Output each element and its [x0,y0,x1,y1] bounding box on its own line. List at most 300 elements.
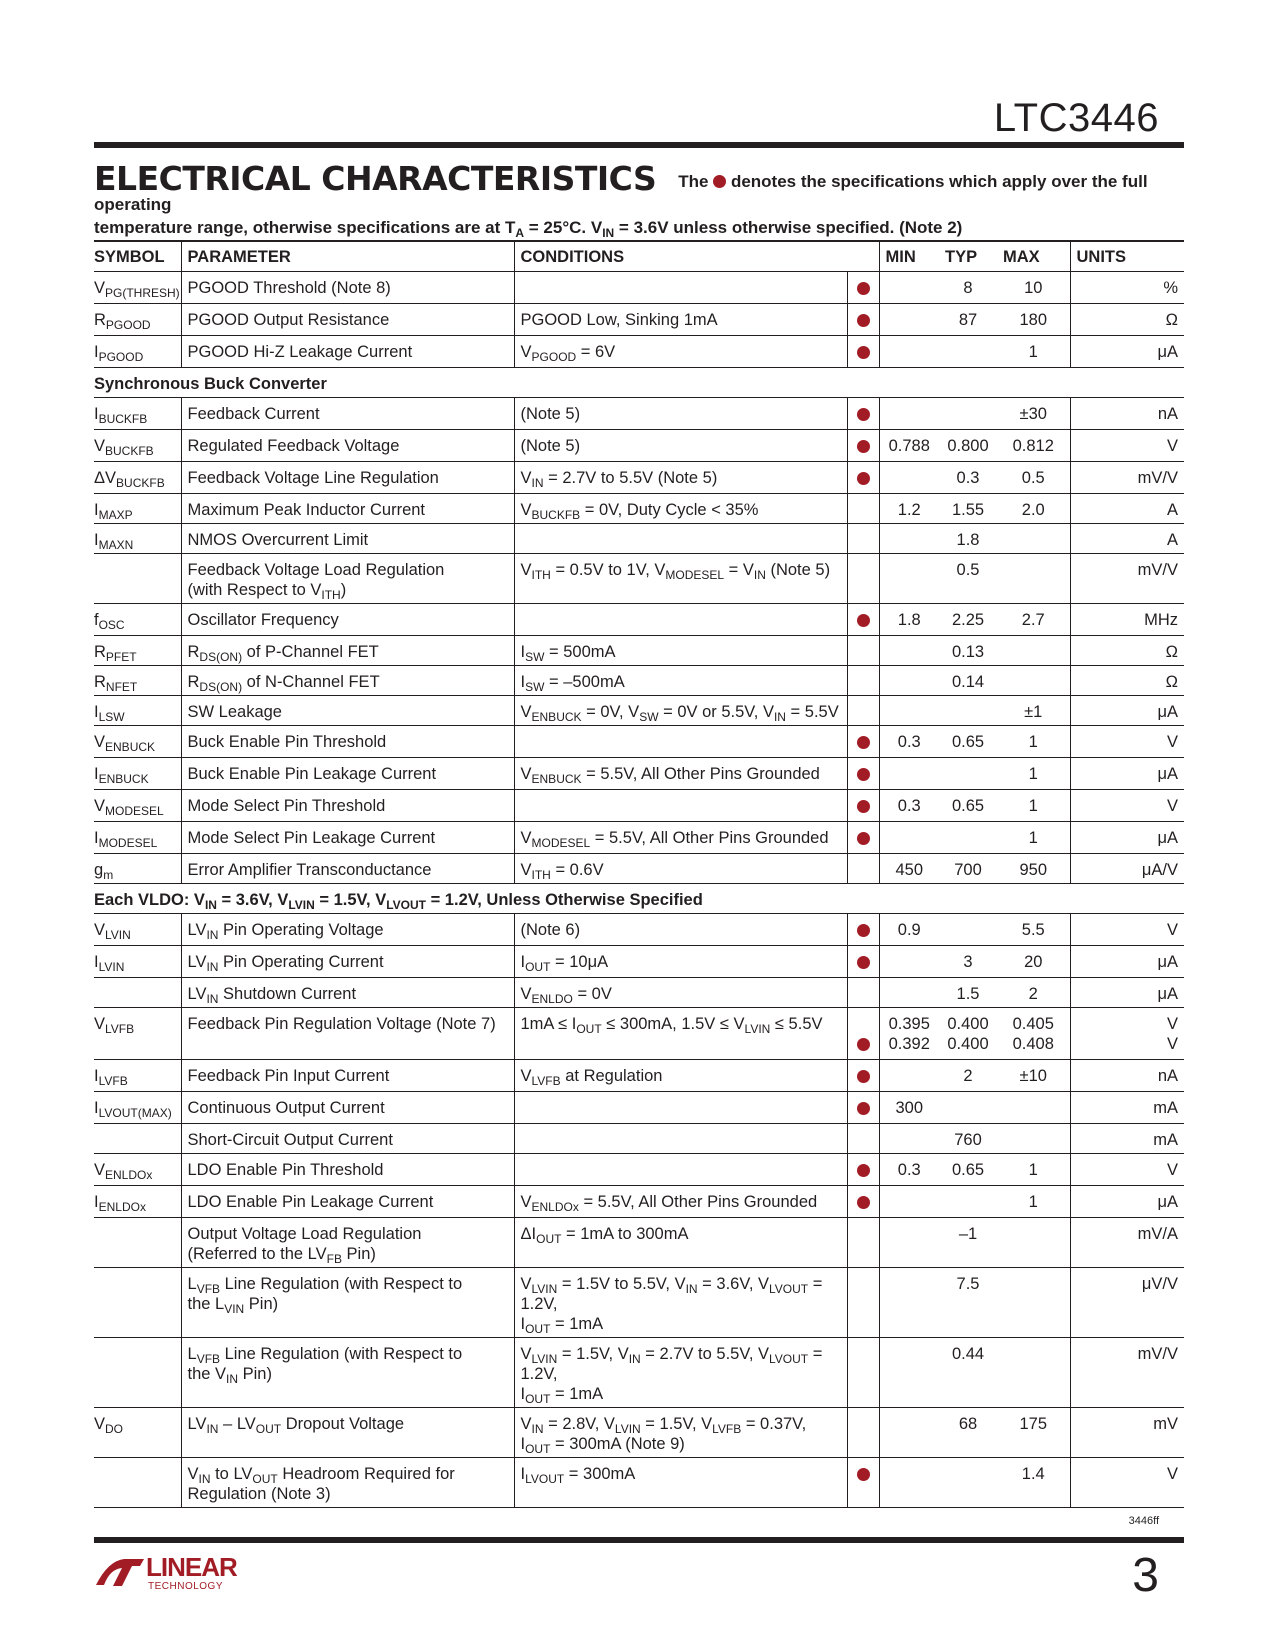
cell-dot [847,524,879,554]
section-label: Each VLDO: $V_{IN} = 3.6V$, $V_{LVIN} = 1.5V$, $V_{LVOUT} = 1.2V$, Unless Otherwise Specified [94,884,1184,914]
cell-symbol: $V_{LVIN}$ [94,914,181,946]
cell-parameter: $L_{VFB}$ Line Regulation (with Respect to the $L_{VIN}$ Pin) [181,1268,514,1338]
cell-min: 1.8 [879,604,939,636]
cell-units: mV/V [1070,554,1184,604]
cell-max [997,1124,1070,1154]
cell-symbol: $R_{PFET}$ [94,636,181,666]
cell-typ: –1 [939,1218,997,1268]
cell-conditions: $V_{BUCKFB} = 0V$, Duty Cycle < 35% [514,494,847,524]
cell-conditions: $V_{LVIN} = 1.5V$, $V_{IN} = 2.7V$ to 5.5V, $V_{LVOUT} = 1.2V$, $I_{OUT} = 1mA$ [514,1338,847,1408]
cell-parameter: SW Leakage [181,696,514,726]
cell-min [879,1268,939,1338]
cell-min: 450 [879,854,939,884]
cell-parameter: Regulated Feedback Voltage [181,430,514,462]
cell-max: 1 [997,758,1070,790]
cell-dot [847,696,879,726]
cell-dot [847,554,879,604]
bullet-icon [857,346,870,359]
cell-conditions: $1mA \le I_{OUT} \le 300mA$, $1.5V \le V_{LVIN} \le 5.5V$ [514,1008,847,1060]
cell-max: 2 [997,978,1070,1008]
cell-typ: 0.14 [939,666,997,696]
cell-typ: 0.3 [939,462,997,494]
section-desc-line2: temperature range, otherwise specifications are at $T_A = 25^\circ C$. $V_{IN} = 3.6V$ unless otherwise specified. (Note 2) [94,218,963,240]
table-row [94,666,1184,696]
table-row [94,946,1184,978]
cell-dot [847,790,879,822]
cell-parameter: $L_{VFB}$ Line Regulation (with Respect to the $V_{IN}$ Pin) [181,1338,514,1408]
cell-units: μA [1070,822,1184,854]
table-row [94,398,1184,430]
cell-min: 0.9 [879,914,939,946]
cell-units: V [1070,790,1184,822]
cell-typ: 8 [939,272,997,304]
cell-parameter: $LV_{IN}$ Shutdown Current [181,978,514,1008]
linear-technology-logo [94,1553,264,1595]
cell-units: Ω [1070,666,1184,696]
cell-dot [847,604,879,636]
cell-min [879,554,939,604]
header-min: MIN [879,241,939,272]
cell-dot [847,1008,879,1060]
cell-max [997,1218,1070,1268]
cell-units: Ω [1070,304,1184,336]
table-row [94,1154,1184,1186]
table-header-row [94,241,1184,272]
cell-conditions: $I_{OUT} = 10\mu A$ [514,946,847,978]
cell-min: 0.788 [879,430,939,462]
cell-symbol: $V_{PG(THRESH)}$ [94,272,181,304]
table-row [94,696,1184,726]
bullet-icon [857,1468,870,1481]
cell-max: 5.5 [997,914,1070,946]
cell-min [879,304,939,336]
table-row [94,1268,1184,1338]
cell-max [997,554,1070,604]
bullet-icon [857,924,870,937]
cell-typ [939,822,997,854]
cell-typ [939,1186,997,1218]
cell-parameter: Feedback Voltage Load Regulation (with Respect to $V_{ITH}$) [181,554,514,604]
cell-min [879,636,939,666]
cell-max: 0.812 [997,430,1070,462]
table-row [94,726,1184,758]
cell-units: V [1070,726,1184,758]
cell-max: 175 [997,1408,1070,1458]
cell-dot [847,822,879,854]
bullet-icon [857,282,870,295]
cell-parameter: Mode Select Pin Threshold [181,790,514,822]
bullet-icon [857,1102,870,1115]
cell-min [879,524,939,554]
cell-parameter: Short-Circuit Output Current [181,1124,514,1154]
header-units: UNITS [1070,241,1184,272]
cell-max: 950 [997,854,1070,884]
bullet-icon [857,800,870,813]
cell-symbol: $g_m$ [94,854,181,884]
cell-dot [847,978,879,1008]
cell-units: nA [1070,1060,1184,1092]
cell-max: ±10 [997,1060,1070,1092]
cell-symbol: $R_{NFET}$ [94,666,181,696]
cell-units: V [1070,914,1184,946]
bullet-icon [857,408,870,421]
cell-typ: 0.400 0.400 [939,1008,997,1060]
cell-units: V [1070,1458,1184,1508]
cell-typ: 700 [939,854,997,884]
table-row [94,978,1184,1008]
table-row [94,1092,1184,1124]
cell-units: nA [1070,398,1184,430]
cell-conditions [514,524,847,554]
cell-min: 1.2 [879,494,939,524]
cell-max: 2.7 [997,604,1070,636]
cell-conditions: $V_{IN} = 2.8V$, $V_{LVIN} = 1.5V$, $V_{LVFB} = 0.37V$, $I_{OUT} = 300mA$ (Note 9) [514,1408,847,1458]
cell-parameter: Feedback Pin Regulation Voltage (Note 7) [181,1008,514,1060]
cell-conditions: $I_{LVOUT} = 300mA$ [514,1458,847,1508]
cell-conditions: $I_{SW} = 500mA$ [514,636,847,666]
cell-min [879,1458,939,1508]
header-dot [847,241,879,272]
cell-max: 1 [997,1154,1070,1186]
cell-min: 300 [879,1092,939,1124]
cell-max: 180 [997,304,1070,336]
cell-max: 0.5 [997,462,1070,494]
cell-min [879,666,939,696]
top-rule [94,142,1184,148]
cell-typ [939,914,997,946]
cell-typ: 0.65 [939,726,997,758]
cell-symbol: $V_{MODESEL}$ [94,790,181,822]
cell-max [997,1338,1070,1408]
cell-typ [939,1458,997,1508]
section-header [94,159,1184,240]
cell-typ: 7.5 [939,1268,997,1338]
cell-typ: 0.800 [939,430,997,462]
bullet-icon [857,614,870,627]
cell-typ: 2 [939,1060,997,1092]
page-number: 3 [1132,1549,1159,1602]
lt-logo-mark-icon [94,1555,146,1589]
table-row [94,1338,1184,1408]
cell-symbol [94,554,181,604]
cell-units: Ω [1070,636,1184,666]
cell-conditions: $V_{LVIN} = 1.5V$ to 5.5V, $V_{IN} = 3.6V$, $V_{LVOUT} = 1.2V$, $I_{OUT} = 1mA$ [514,1268,847,1338]
cell-units: V V [1070,1008,1184,1060]
cell-parameter: Output Voltage Load Regulation (Referred to the $LV_{FB}$ Pin) [181,1218,514,1268]
cell-max: 10 [997,272,1070,304]
table-row [94,554,1184,604]
cell-conditions: $V_{IN} = 2.7V$ to 5.5V (Note 5) [514,462,847,494]
cell-conditions [514,790,847,822]
cell-units: % [1070,272,1184,304]
cell-dot [847,854,879,884]
cell-max: ±1 [997,696,1070,726]
cell-typ: 0.65 [939,1154,997,1186]
cell-conditions: $V_{ITH} = 0.5V$ to 1V, $V_{MODESEL} = V_{IN}$ (Note 5) [514,554,847,604]
cell-typ: 0.65 [939,790,997,822]
cell-dot [847,272,879,304]
spec-table [94,240,1184,1508]
cell-min [879,1124,939,1154]
cell-dot [847,758,879,790]
cell-dot [847,1408,879,1458]
bullet-icon [857,736,870,749]
cell-symbol: $I_{ENLDOx}$ [94,1186,181,1218]
cell-dot [847,636,879,666]
cell-parameter: $R_{DS(ON)}$ of P-Channel FET [181,636,514,666]
table-row [94,822,1184,854]
section-title: ELECTRICAL CHARACTERISTICS [94,159,657,198]
bullet-icon [857,956,870,969]
table-body [94,272,1184,1508]
cell-parameter: NMOS Overcurrent Limit [181,524,514,554]
cell-min: 0.3 [879,726,939,758]
cell-parameter: PGOOD Hi-Z Leakage Current [181,336,514,368]
cell-typ: 3 [939,946,997,978]
cell-parameter: PGOOD Threshold (Note 8) [181,272,514,304]
cell-symbol: $f_{OSC}$ [94,604,181,636]
cell-dot [847,1218,879,1268]
cell-max: ±30 [997,398,1070,430]
cell-dot [847,914,879,946]
bullet-icon [857,440,870,453]
logo-subtext: TECHNOLOGY [148,1581,224,1592]
cell-conditions: $\Delta I_{OUT} = 1mA$ to 300mA [514,1218,847,1268]
cell-parameter: Feedback Pin Input Current [181,1060,514,1092]
cell-units: μV/V [1070,1268,1184,1338]
cell-typ: 1.8 [939,524,997,554]
cell-typ [939,398,997,430]
cell-parameter: $LV_{IN}$ Pin Operating Voltage [181,914,514,946]
cell-min [879,1060,939,1092]
cell-parameter: Feedback Current [181,398,514,430]
cell-conditions: $V_{ENLDO} = 0V$ [514,978,847,1008]
cell-units: μA/V [1070,854,1184,884]
header-max: MAX [997,241,1070,272]
cell-units: V [1070,1154,1184,1186]
cell-dot [847,336,879,368]
cell-parameter: Mode Select Pin Leakage Current [181,822,514,854]
cell-dot [847,304,879,336]
cell-typ: 2.25 [939,604,997,636]
cell-units: mV/V [1070,1338,1184,1408]
table-row [94,1218,1184,1268]
cell-dot [847,462,879,494]
cell-max [997,1268,1070,1338]
table-row [94,494,1184,524]
cell-max: 2.0 [997,494,1070,524]
cell-parameter: PGOOD Output Resistance [181,304,514,336]
cell-dot [847,726,879,758]
cell-conditions: (Note 5) [514,430,847,462]
cell-parameter: $LV_{IN}$ Pin Operating Current [181,946,514,978]
cell-conditions: $V_{PGOOD} = 6V$ [514,336,847,368]
cell-symbol: $V_{LVFB}$ [94,1008,181,1060]
header-typ: TYP [939,241,997,272]
cell-units: μA [1070,978,1184,1008]
cell-min [879,1338,939,1408]
table-row [94,1458,1184,1508]
cell-typ: 68 [939,1408,997,1458]
cell-symbol: $I_{BUCKFB}$ [94,398,181,430]
cell-symbol: $\Delta V_{BUCKFB}$ [94,462,181,494]
cell-symbol [94,978,181,1008]
cell-min [879,822,939,854]
table-row [94,430,1184,462]
cell-parameter: Continuous Output Current [181,1092,514,1124]
cell-units: A [1070,524,1184,554]
cell-max: 1.4 [997,1458,1070,1508]
section-label: Synchronous Buck Converter [94,368,1184,398]
cell-max: 1 [997,726,1070,758]
cell-min [879,978,939,1008]
cell-parameter: $R_{DS(ON)}$ of N-Channel FET [181,666,514,696]
cell-max: 1 [997,822,1070,854]
cell-conditions [514,1092,847,1124]
cell-min: 0.395 0.392 [879,1008,939,1060]
cell-parameter: Buck Enable Pin Leakage Current [181,758,514,790]
cell-min [879,1218,939,1268]
bullet-icon [857,1164,870,1177]
cell-conditions [514,272,847,304]
table-row [94,304,1184,336]
table-row [94,604,1184,636]
cell-parameter: Maximum Peak Inductor Current [181,494,514,524]
cell-conditions [514,1154,847,1186]
cell-symbol: $I_{MODESEL}$ [94,822,181,854]
cell-symbol [94,1458,181,1508]
cell-conditions: $V_{ENLDOx} = 5.5V$, All Other Pins Grounded [514,1186,847,1218]
cell-dot [847,1338,879,1408]
cell-parameter: LDO Enable Pin Threshold [181,1154,514,1186]
cell-parameter: Buck Enable Pin Threshold [181,726,514,758]
doc-code: 3446ff [1128,1515,1159,1527]
cell-symbol [94,1338,181,1408]
header-symbol: SYMBOL [94,241,181,272]
cell-typ [939,696,997,726]
cell-parameter: Feedback Voltage Line Regulation [181,462,514,494]
cell-min [879,758,939,790]
cell-units: mV [1070,1408,1184,1458]
cell-min [879,272,939,304]
cell-dot [847,398,879,430]
cell-parameter: $V_{IN}$ to $LV_{OUT}$ Headroom Required for Regulation (Note 3) [181,1458,514,1508]
table-row [94,462,1184,494]
cell-parameter: LDO Enable Pin Leakage Current [181,1186,514,1218]
cell-symbol: $V_{BUCKFB}$ [94,430,181,462]
cell-symbol: $I_{ENBUCK}$ [94,758,181,790]
cell-conditions: (Note 6) [514,914,847,946]
bullet-icon [857,768,870,781]
cell-parameter: $LV_{IN} - LV_{OUT}$ Dropout Voltage [181,1408,514,1458]
cell-min [879,696,939,726]
cell-dot [847,666,879,696]
bullet-icon [857,832,870,845]
section-row [94,884,1184,914]
table-row [94,758,1184,790]
cell-conditions [514,604,847,636]
table-row [94,914,1184,946]
cell-min [879,462,939,494]
bullet-icon [857,1070,870,1083]
cell-dot [847,1458,879,1508]
table-row [94,636,1184,666]
cell-typ: 1.55 [939,494,997,524]
cell-min [879,1408,939,1458]
cell-units: mV/V [1070,462,1184,494]
cell-symbol [94,1218,181,1268]
cell-typ: 760 [939,1124,997,1154]
cell-symbol: $I_{MAXN}$ [94,524,181,554]
cell-symbol: $I_{MAXP}$ [94,494,181,524]
bullet-icon [857,472,870,485]
cell-max [997,636,1070,666]
cell-min: 0.3 [879,1154,939,1186]
cell-dot [847,494,879,524]
cell-max: 20 [997,946,1070,978]
cell-typ [939,1092,997,1124]
cell-conditions: (Note 5) [514,398,847,430]
cell-typ: 1.5 [939,978,997,1008]
cell-parameter: Error Amplifier Transconductance [181,854,514,884]
table-row [94,1008,1184,1060]
cell-dot [847,1154,879,1186]
cell-symbol: $I_{PGOOD}$ [94,336,181,368]
cell-conditions: $V_{ENBUCK} = 5.5V$, All Other Pins Grounded [514,758,847,790]
cell-conditions: $V_{LVFB}$ at Regulation [514,1060,847,1092]
cell-conditions: $V_{ENBUCK} = 0V$, $V_{SW} = 0V$ or 5.5V, $V_{IN} = 5.5V$ [514,696,847,726]
cell-max [997,524,1070,554]
logo-text: LINEAR [146,1552,237,1582]
cell-units: V [1070,430,1184,462]
cell-units: μA [1070,758,1184,790]
cell-units: μA [1070,1186,1184,1218]
cell-dot [847,1060,879,1092]
cell-dot [847,1092,879,1124]
table-row [94,1408,1184,1458]
cell-conditions: PGOOD Low, Sinking 1mA [514,304,847,336]
cell-symbol [94,1124,181,1154]
table-row [94,854,1184,884]
cell-units: mA [1070,1092,1184,1124]
cell-symbol: $I_{LVFB}$ [94,1060,181,1092]
cell-min: 0.3 [879,790,939,822]
bullet-icon [857,1038,870,1051]
bullet-icon [857,1196,870,1209]
cell-units: mA [1070,1124,1184,1154]
table-row [94,1124,1184,1154]
cell-typ [939,758,997,790]
cell-symbol: $R_{PGOOD}$ [94,304,181,336]
cell-conditions: $V_{ITH} = 0.6V$ [514,854,847,884]
cell-max [997,1092,1070,1124]
cell-max: 0.405 0.408 [997,1008,1070,1060]
section-row [94,368,1184,398]
bullet-icon [857,314,870,327]
cell-min [879,398,939,430]
section-desc-prefix: The [678,172,709,191]
cell-parameter: Oscillator Frequency [181,604,514,636]
bullet-icon [713,175,726,188]
cell-units: MHz [1070,604,1184,636]
cell-conditions: $I_{SW} = -500mA$ [514,666,847,696]
cell-dot [847,430,879,462]
cell-units: A [1070,494,1184,524]
table-row [94,272,1184,304]
cell-symbol: $I_{LVOUT(MAX)}$ [94,1092,181,1124]
cell-conditions [514,726,847,758]
cell-dot [847,1186,879,1218]
